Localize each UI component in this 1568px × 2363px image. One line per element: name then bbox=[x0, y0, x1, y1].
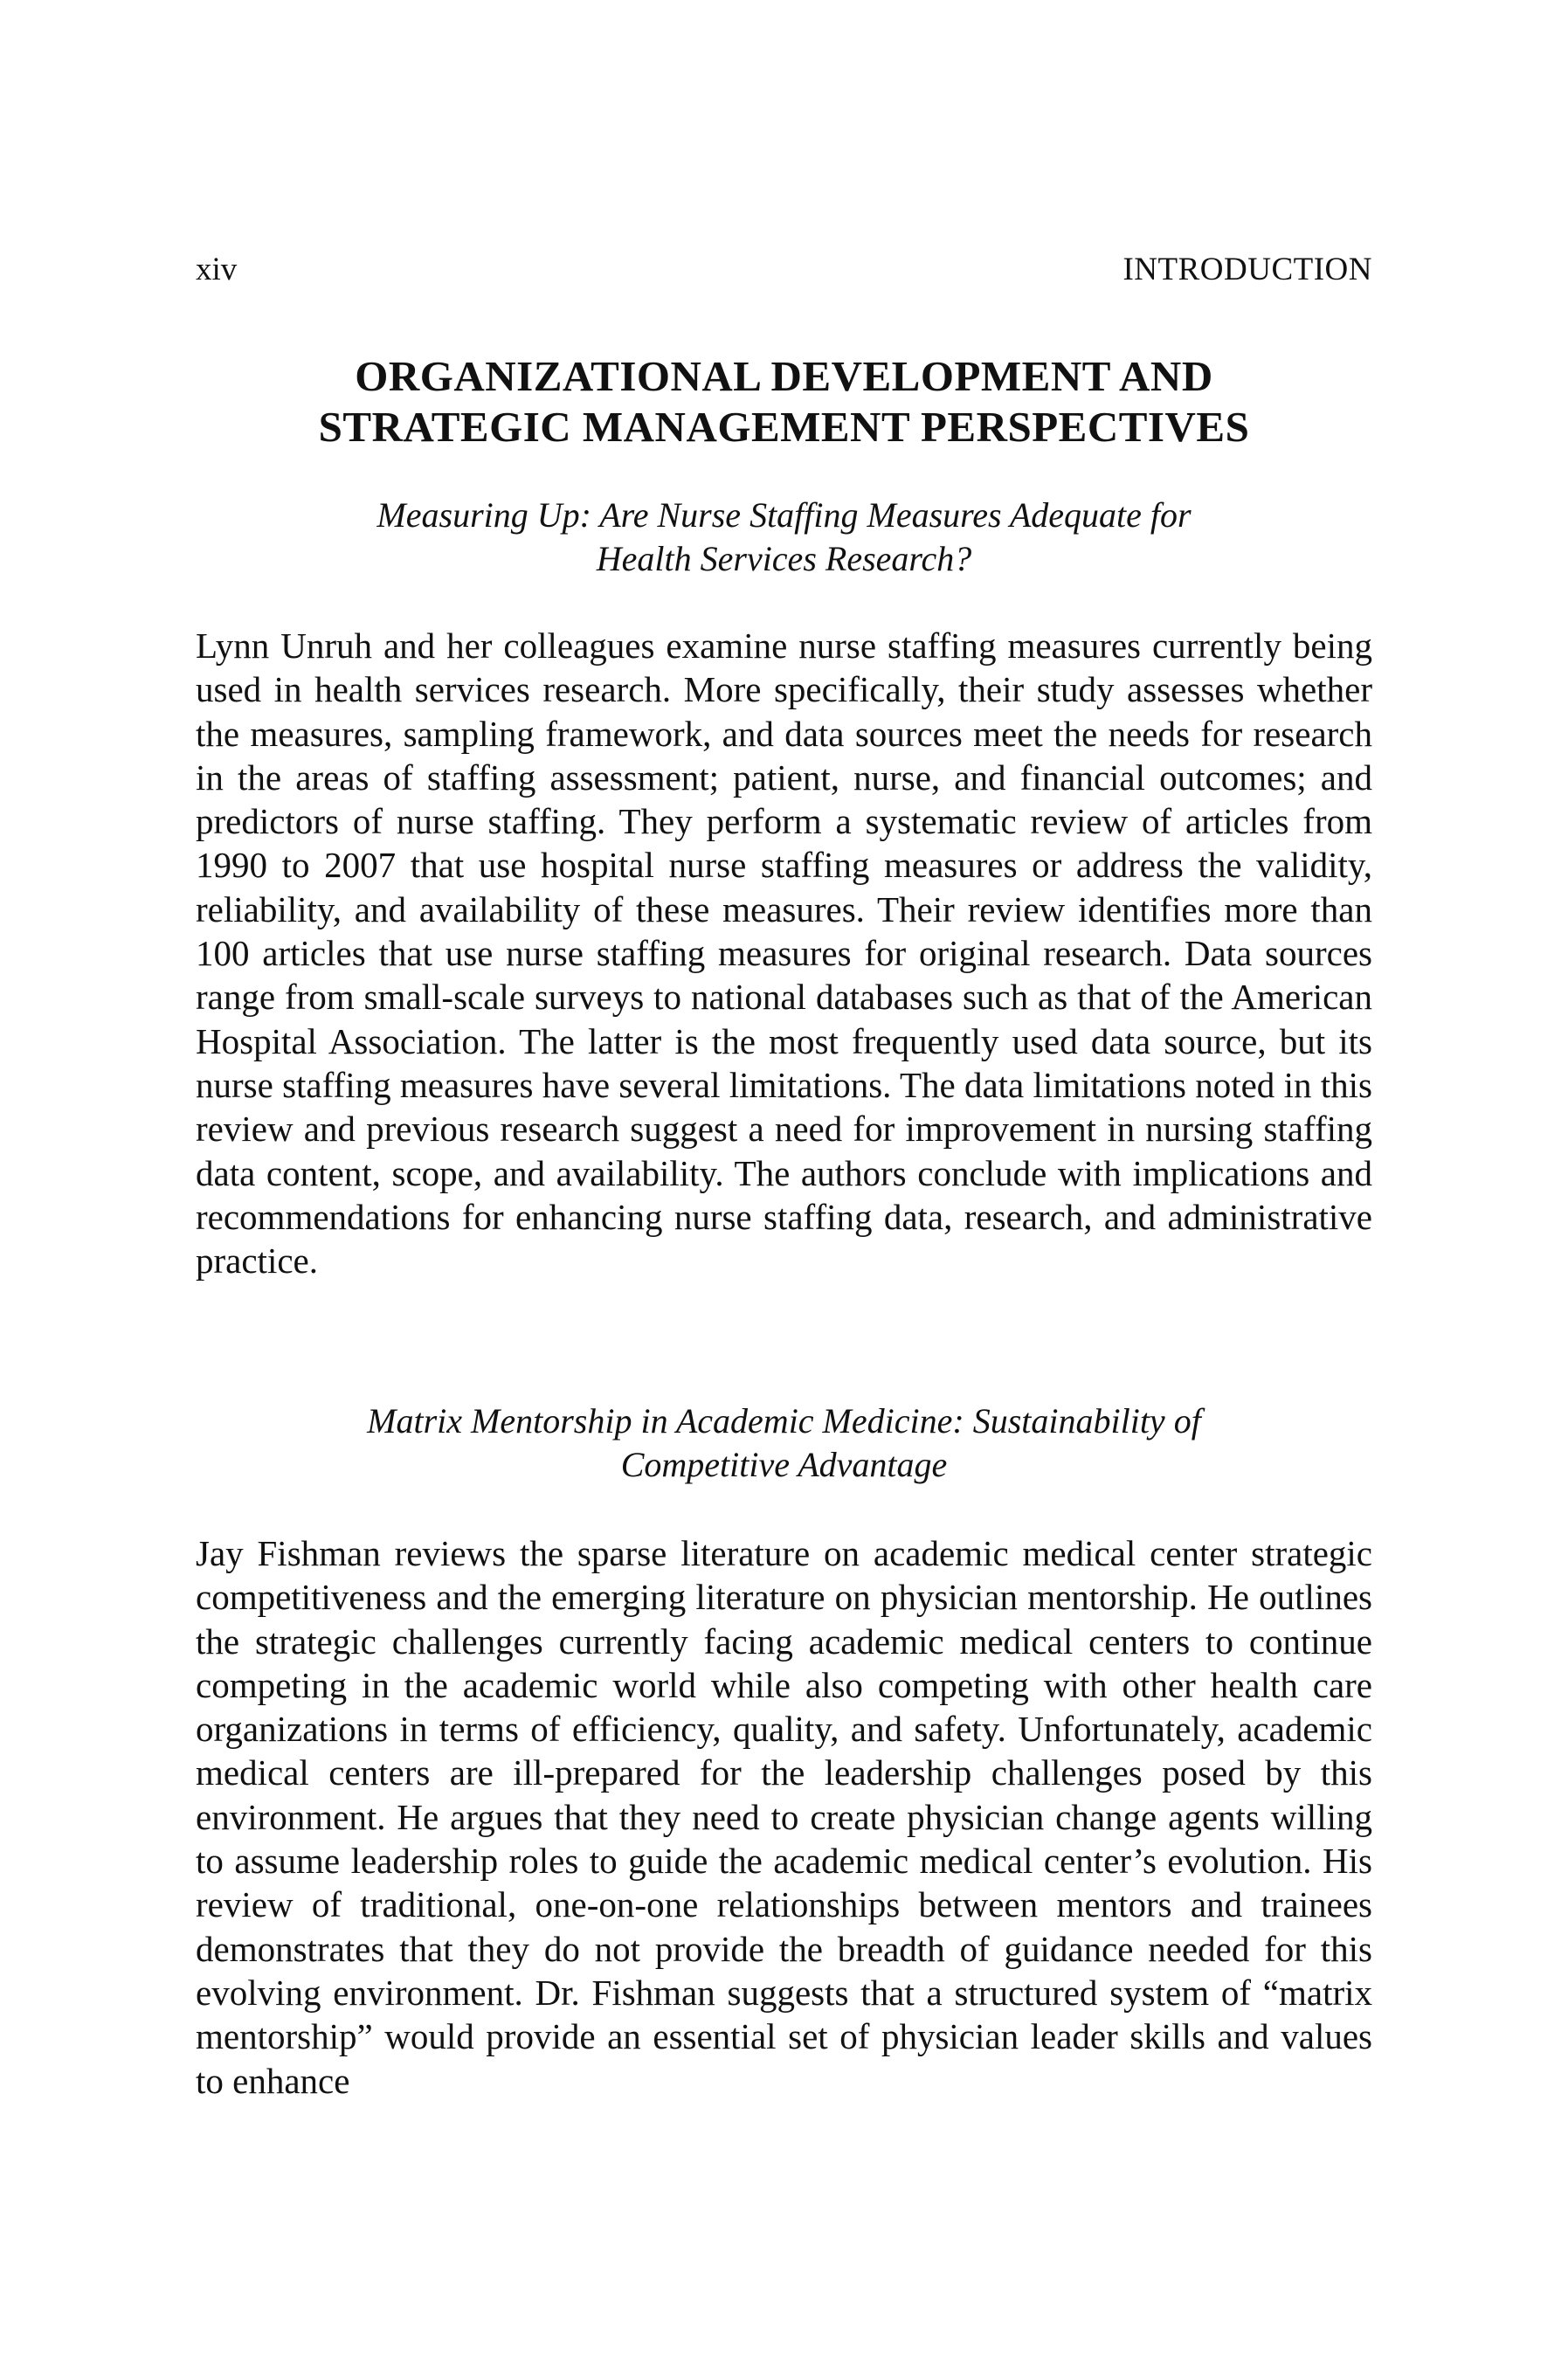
article-title-line-1: Measuring Up: Are Nurse Staffing Measures Adequate for bbox=[376, 495, 1192, 535]
article-title bbox=[196, 1399, 1372, 1487]
article-title-line-2: Health Services Research? bbox=[596, 539, 972, 578]
article-title-line-2: Competitive Advantage bbox=[620, 1445, 948, 1484]
article-summary: Jay Fishman reviews the sparse literature on academic medical center strategic competitiveness and the emerging literature on physician mentorship. He outlines the strategic challenges currently facing academic medical centers to continue competing in the academic world while also competing with other health care organizations in terms of efficiency, quality, and safety. Unfortunately, academic medical centers are ill-prepared for the leadership challenges posed by this environment. He argues that they need to create physician change agents willing to assume leadership roles to guide the academic medical center’s evolution. His review of traditional, one-on-one relationships between mentors and trainees demonstrates that they do not provide the breadth of guidance needed for this evolving environment. Dr. Fishman suggests that a structured system of “matrix mentorship” would provide an essential set of physician leader skills and values to enhance bbox=[196, 1533, 1372, 2101]
article-title bbox=[196, 494, 1372, 581]
article-summary: Lynn Unruh and her colleagues examine nurse staffing measures currently being used in health services research. More specifically, their study assesses whether the measures, sampling framework, and data sources meet the needs for research in the areas of staffing assessment; patient, nurse, and financial outcomes; and predictors of nurse staffing. They perform a systematic review of articles from 1990 to 2007 that use hospital nurse staffing measures or address the validity, reliability, and availability of these measures. Their review identifies more than 100 articles that use nurse staffing measures for original research. Data sources range from small-scale surveys to national databases such as that of the American Hospital Association. The latter is the most frequently used data source, but its nurse staffing measures have several limitations. The data limitations noted in this review and previous research suggest a need for improvement in nursing staffing data content, scope, and availability. The authors conclude with implications and recommendations for enhancing nurse staffing data, research, and administrative practice. bbox=[196, 625, 1372, 1282]
page-number: xiv bbox=[196, 252, 238, 287]
section-title bbox=[196, 351, 1372, 453]
section-title-line-2: STRATEGIC MANAGEMENT PERSPECTIVES bbox=[318, 403, 1250, 451]
running-head bbox=[196, 248, 1372, 292]
article-title-line-1: Matrix Mentorship in Academic Medicine: Sustainability of bbox=[367, 1401, 1201, 1441]
section-title-line-1: ORGANIZATIONAL DEVELOPMENT AND bbox=[355, 352, 1213, 400]
running-head-section: INTRODUCTION bbox=[1122, 252, 1372, 287]
